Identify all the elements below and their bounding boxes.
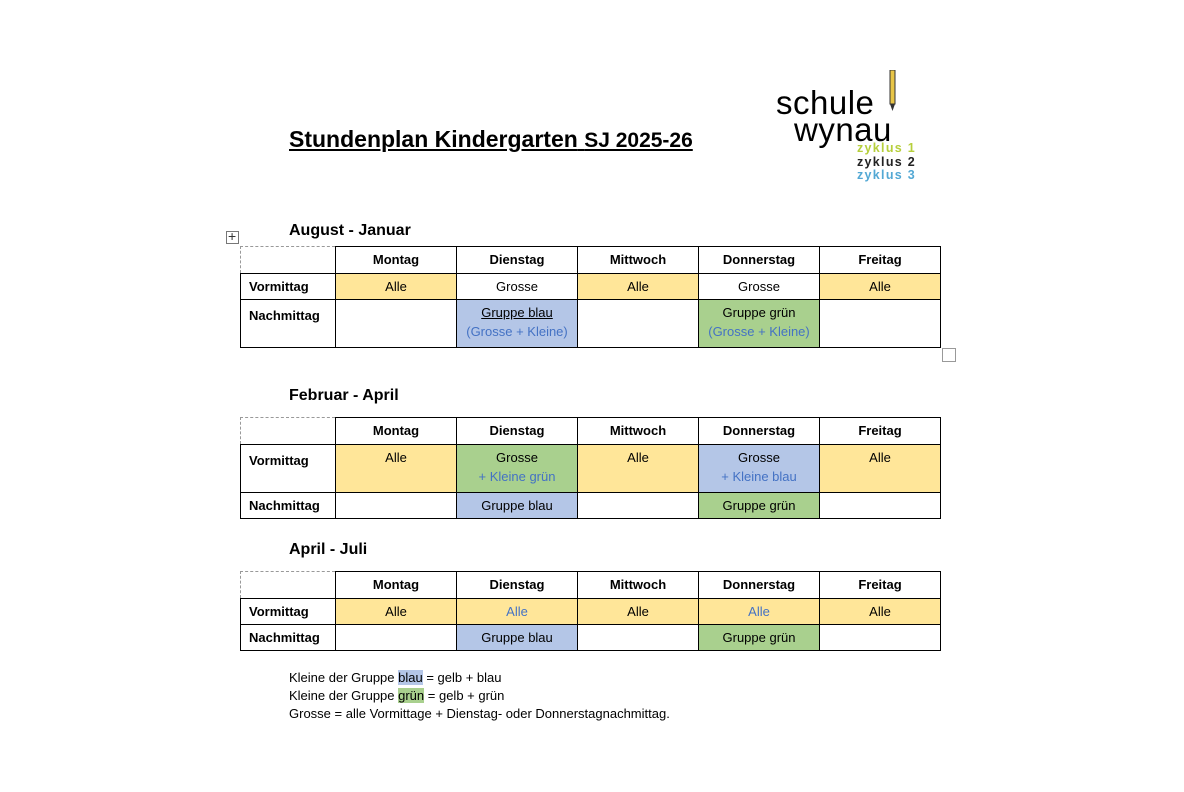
schedule-cell [336, 625, 457, 651]
schedule-cell: Gruppe grün [699, 625, 820, 651]
day-header: Mittwoch [578, 247, 699, 274]
day-header: Freitag [820, 247, 941, 274]
schedule-cell: Gruppe blau [457, 625, 578, 651]
section-heading-april-juli: April - Juli [289, 541, 368, 558]
row-label: Nachmittag [241, 300, 336, 348]
day-header: Montag [336, 418, 457, 445]
table-corner [241, 572, 336, 599]
schedule-cell [336, 445, 457, 493]
schedule-cell: Alle [336, 274, 457, 300]
schedule-cell: Gruppe grün [699, 493, 820, 519]
note-highlight-green: grün [398, 688, 425, 703]
table-resize-handle[interactable] [942, 348, 956, 362]
schedule-cell [820, 300, 941, 348]
schedule-cell: Alle [820, 599, 941, 625]
logo-zyklus-1: zyklus 1 [857, 141, 917, 155]
cell-sub-text: (Grosse + Kleine) [466, 324, 568, 339]
cell-sub-text: (Grosse + Kleine) [708, 324, 810, 339]
day-header: Freitag [820, 418, 941, 445]
schedule-cell: Alle [820, 274, 941, 300]
day-header: Donnerstag [699, 247, 820, 274]
cell-main-text: Grosse [496, 450, 538, 465]
day-header: Dienstag [457, 418, 578, 445]
cell-main-text: Alle [869, 450, 891, 465]
day-header: Mittwoch [578, 572, 699, 599]
schedule-cell [820, 625, 941, 651]
schedule-table-april-juli [240, 571, 941, 651]
schedule-cell [457, 445, 578, 493]
schedule-cell [457, 300, 578, 348]
pencil-icon [883, 70, 903, 112]
section-heading-august-januar: August - Januar [289, 222, 411, 239]
cell-main-text: Alle [385, 450, 407, 465]
row-label: Vormittag [241, 274, 336, 300]
page-title [289, 126, 693, 153]
schedule-table-august-januar [240, 246, 941, 348]
day-header: Montag [336, 572, 457, 599]
schedule-cell: Alle [336, 599, 457, 625]
cell-main-text: Grosse [738, 450, 780, 465]
schedule-cell [336, 300, 457, 348]
day-header: Montag [336, 247, 457, 274]
note-highlight-blue: blau [398, 670, 423, 685]
row-label: Vormittag [241, 599, 336, 625]
logo-line-2: wynau [794, 111, 892, 148]
schedule-cell: Gruppe blau [457, 493, 578, 519]
cell-sub-text: + Kleine blau [721, 469, 797, 484]
schedule-cell [578, 625, 699, 651]
schedule-cell: Alle [457, 599, 578, 625]
schedule-cell: Grosse [699, 274, 820, 300]
legend-notes [289, 669, 670, 723]
table-move-handle-icon[interactable] [226, 231, 239, 244]
note-text: Kleine der Gruppe [289, 688, 399, 703]
note-text: = gelb + blau [422, 670, 502, 685]
cell-main-text: Gruppe grün [722, 305, 796, 320]
schedule-cell [820, 445, 941, 493]
day-header: Mittwoch [578, 418, 699, 445]
schedule-cell: Grosse [457, 274, 578, 300]
schedule-cell [578, 445, 699, 493]
row-label: Nachmittag [241, 493, 336, 519]
cell-main-text: Alle [627, 450, 649, 465]
schedule-cell [578, 493, 699, 519]
day-header: Donnerstag [699, 418, 820, 445]
schedule-cell [699, 300, 820, 348]
table-corner [241, 418, 336, 445]
day-header: Dienstag [457, 247, 578, 274]
note-text: = gelb + grün [424, 688, 505, 703]
schedule-cell: Alle [699, 599, 820, 625]
schedule-table-februar-april [240, 417, 941, 519]
cell-sub-text: + Kleine grün [478, 469, 556, 484]
title-main: Stundenplan Kindergarten [289, 126, 578, 152]
logo-line-1: schule [776, 84, 875, 121]
schedule-cell [578, 300, 699, 348]
note-line [289, 687, 670, 705]
title-school-year: SJ 2025-26 [584, 129, 693, 152]
section-heading-februar-april: Februar - April [289, 387, 399, 404]
logo-zyklus-3: zyklus 3 [857, 168, 917, 182]
logo-zyklus-2: zyklus 2 [857, 155, 917, 169]
schedule-cell [336, 493, 457, 519]
cell-main-text: Gruppe blau [481, 305, 553, 320]
schedule-cell [820, 493, 941, 519]
note-line [289, 669, 670, 687]
row-label: Vormittag [241, 445, 336, 493]
day-header: Donnerstag [699, 572, 820, 599]
schedule-cell: Alle [578, 599, 699, 625]
schedule-cell [699, 445, 820, 493]
school-logo [776, 70, 936, 185]
table-corner [241, 247, 336, 274]
note-line: Grosse = alle Vormittage + Dienstag- oder Donnerstagnachmittag. [289, 706, 670, 721]
schedule-cell: Alle [578, 274, 699, 300]
day-header: Dienstag [457, 572, 578, 599]
day-header: Freitag [820, 572, 941, 599]
note-text: Kleine der Gruppe [289, 670, 399, 685]
row-label: Nachmittag [241, 625, 336, 651]
